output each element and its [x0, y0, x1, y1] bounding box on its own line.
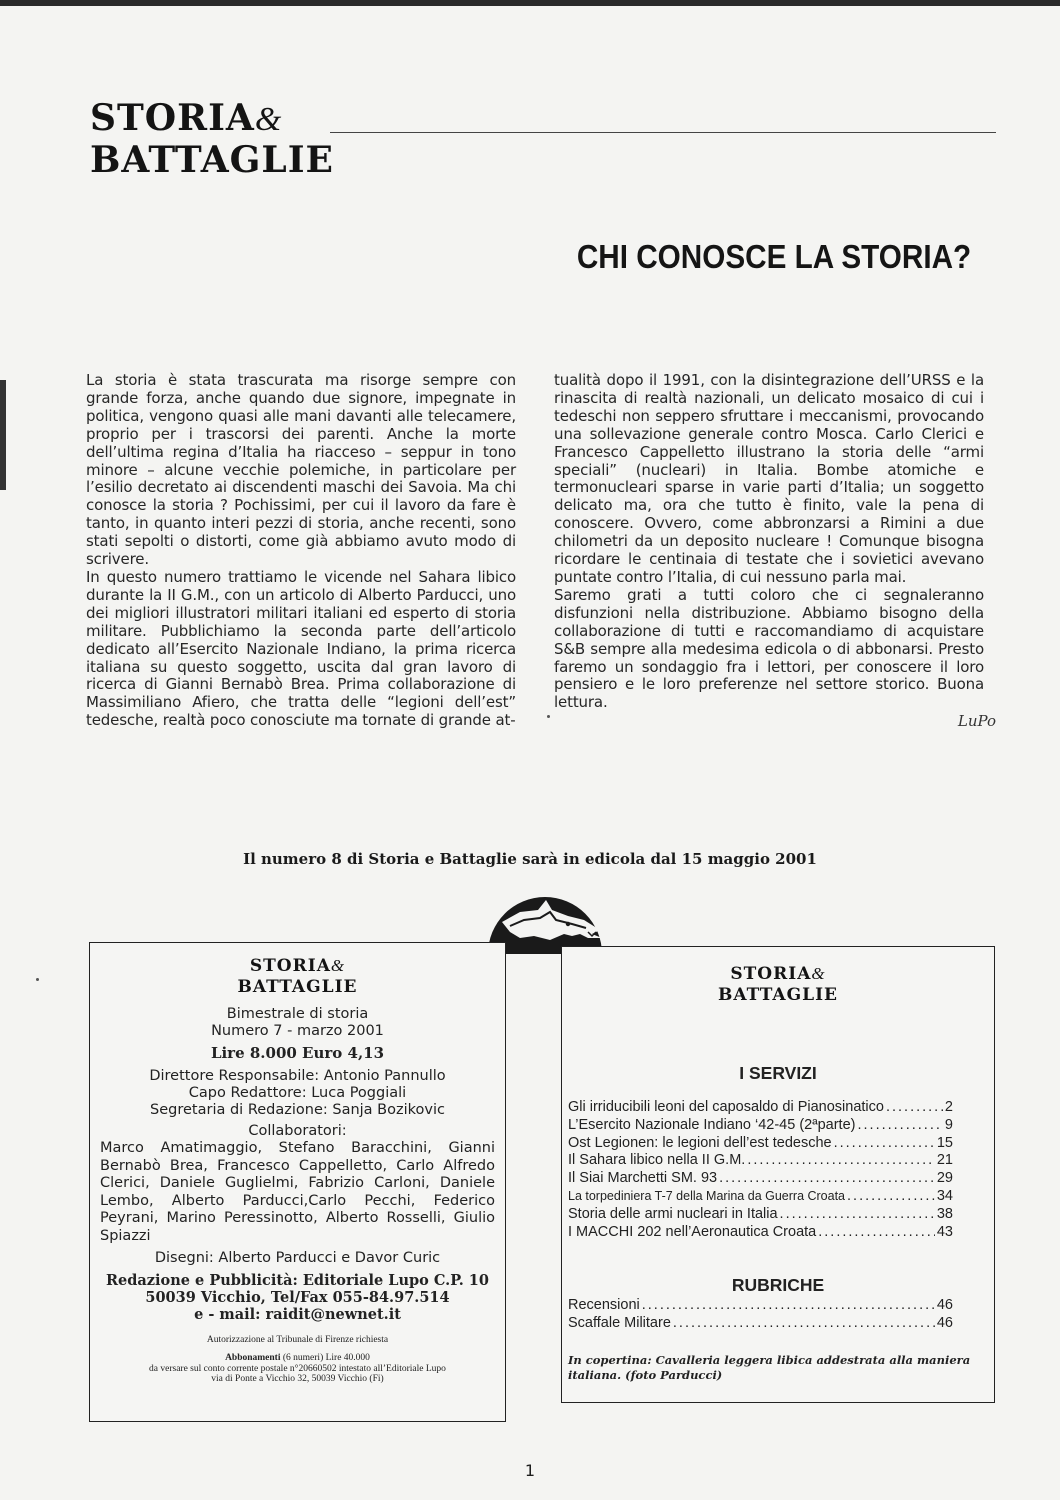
- article-paragraph: La storia è stata trascurata ma risorge sempre con grande forza, anche quando due signore, impegnate in politica, vengono quasi alle mani davanti alle telecamere, proprio per i trascorsi dei parenti. Anche la morte dell’ultima regina d’Italia ha riacceso – seppur in tono minore – alcune vecchie polemiche, in particolare per l’esilio decretato ai discendenti maschi dei Savoia. Ma chi conosce la storia ? Pochissimi, per cui il lavoro da fare è tanto, in quanto interi pezzi di storia, anche recenti, sono stati sepolti o distorti, come già abbiamo avuto modo di scrivere.: [86, 371, 516, 569]
- toc-row[interactable]: Il Siai Marchetti SM. 93 ..... 29: [568, 1170, 953, 1188]
- services-heading: I SERVIZI: [739, 1063, 817, 1083]
- imprint-collaborators: Marco Amatimaggio, Stefano Baracchini, Gianni Bernabò Brea, Francesco Cappelletto, Carlo Alfredo Clerici, Daniele Guglielmi, Fabrizio Carloni, Daniele Lembo, Alberto Parducci,Carlo Pecchi, Federico Peyrani, Marino Peressinotto, Alberto Rosselli, Giulio Spiazzi: [100, 1140, 495, 1244]
- page-edge-mark: [0, 380, 6, 490]
- imprint-issue: Numero 7 - marzo 2001: [211, 1023, 384, 1039]
- top-border: [0, 0, 1060, 6]
- toc-row[interactable]: Storia delle armi nucleari in Italia ..... 38: [568, 1206, 953, 1224]
- imprint-director: Direttore Responsabile: Antonio Pannullo: [149, 1068, 446, 1084]
- imprint-address: 50039 Vicchio, Tel/Fax 055-84.97.514: [145, 1288, 450, 1306]
- imprint-subscription-address: via di Ponte a Vicchio 32, 50039 Vicchio (Fi): [211, 1374, 384, 1385]
- services-list: [568, 1099, 953, 1241]
- toc-row[interactable]: I MACCHI 202 nell’Aeronautica Croata ..... 43: [568, 1224, 953, 1242]
- toc-row[interactable]: Scaffale Militare ..... 46: [568, 1315, 953, 1333]
- next-issue-notice: Il numero 8 di Storia e Battaglie sarà in edicola dal 15 maggio 2001: [243, 850, 817, 868]
- article-column-right: [554, 372, 984, 712]
- imprint-collab-label: Collaboratori:: [248, 1123, 347, 1139]
- imprint-subtitle: Bimestrale di storia: [226, 1006, 369, 1022]
- toc-row[interactable]: La torpediniera T-7 della Marina da Guerra Croata ..... 34: [568, 1188, 953, 1206]
- masthead-logo: STORIA& BATTAGLIE: [90, 97, 334, 181]
- imprint-logo: STORIA& BATTAGLIE: [237, 956, 358, 997]
- toc-row[interactable]: Ost Legionen: le legioni dell’est tedesche ..... 15: [568, 1135, 953, 1153]
- scan-speck: [36, 978, 39, 981]
- page-number: 1: [524, 1461, 536, 1480]
- imprint-subscription: Abbonamenti (6 numeri) Lire 40.000: [225, 1353, 370, 1364]
- imprint-chief-editor: Capo Redattore: Luca Poggiali: [188, 1085, 407, 1101]
- cover-caption: In copertina: Cavalleria leggera libica addestrata alla maniera italiana. (foto Parducci): [568, 1353, 971, 1382]
- toc-row[interactable]: L’Esercito Nazionale Indiano ‘42-45 (2ªparte) ..... 9: [568, 1117, 953, 1135]
- rubriche-list: [568, 1297, 953, 1333]
- contents-logo: STORIA& BATTAGLIE: [718, 964, 838, 1005]
- imprint-secretary: Segretaria di Redazione: Sanja Bozikovic: [150, 1102, 445, 1118]
- imprint-price: Lire 8.000 Euro 4,13: [210, 1044, 385, 1062]
- imprint-drawings: Disegni: Alberto Parducci e Davor Curic: [154, 1249, 441, 1266]
- imprint-subscription-account: da versare sul conto corrente postale n°20660502 intestato all’Editoriale Lupo: [149, 1363, 446, 1374]
- toc-row[interactable]: Il Sahara libico nella II G.M. ..... 21: [568, 1152, 953, 1170]
- article-paragraph: Saremo grati a tutti coloro che ci segnaleranno disfunzioni nella distribuzione. Abbiamo bisogno della collaborazione di tutti e raccomandiamo di acquistare S&B sempre alla medesima edicola o di abbonarsi. Presto faremo un sondaggio fra i lettori, per conoscere il loro pensiero e le loro preferenze nel settore storico. Buona lettura.: [554, 585, 984, 712]
- masthead-rule: [330, 132, 996, 133]
- contents-box: [561, 946, 995, 1403]
- scan-speck: [547, 715, 550, 718]
- article-column-left: [86, 372, 516, 730]
- imprint-box: [89, 942, 506, 1422]
- page-title: CHI CONOSCE LA STORIA?: [576, 238, 972, 275]
- imprint-email: e - mail: raidit@newnet.it: [194, 1305, 401, 1323]
- imprint-editorial: Redazione e Pubblicità: Editoriale Lupo C.P. 10: [106, 1271, 489, 1289]
- imprint-authorization: Autorizzazione al Tribunale di Firenze richiesta: [206, 1334, 389, 1345]
- author-signature: LuPo: [957, 712, 996, 730]
- article-paragraph: In questo numero trattiamo le vicende nel Sahara libico durante la II G.M., con un articolo di Alberto Parducci, uno dei migliori illustratori militari italiani ed esperto di storia militare. Pubblichiamo la seconda parte dell’articolo dedicato all’Esercito Nazionale Indiano, la prima ricerca italiana su questo soggetto, uscita dal gran lavoro di ricerca di Gianni Bernabò Brea. Prima collaborazione di Massimiliano Afiero, che tratta delle “legioni dell’est” tedesche, realtà poco conosciute ma tornate di grande at-: [86, 567, 516, 730]
- article-paragraph: tualità dopo il 1991, con la disintegrazione dell’URSS e la rinascita di realtà nazionali, un delicato mosaico di cui i tedeschi non seppero sfruttare i meccanismi, provocando una sollevazione generale contro Mosca. Carlo Clerici e Francesco Cappelletto illustrano la storia delle “armi speciali” (nucleari) in Italia. Bombe atomiche e termonucleari sparse in varie parti d’Italia; un soggetto delicato ma, ora che tutto è finito, vale la pena di conoscere. Ovvero, come abbronzarsi a Rimini a due chilometri da un deposito nucleare ! Comunque bisogna ricordare le centinaia di testate che i sovietici avevano puntate contro l’Italia, di cui nessuno parla mai.: [554, 371, 984, 586]
- rubriche-heading: RUBRICHE: [731, 1275, 825, 1295]
- toc-row[interactable]: Gli irriducibili leoni del caposaldo di Pianosinatico ..... 2: [568, 1099, 953, 1117]
- toc-row[interactable]: Recensioni ..... 46: [568, 1297, 953, 1315]
